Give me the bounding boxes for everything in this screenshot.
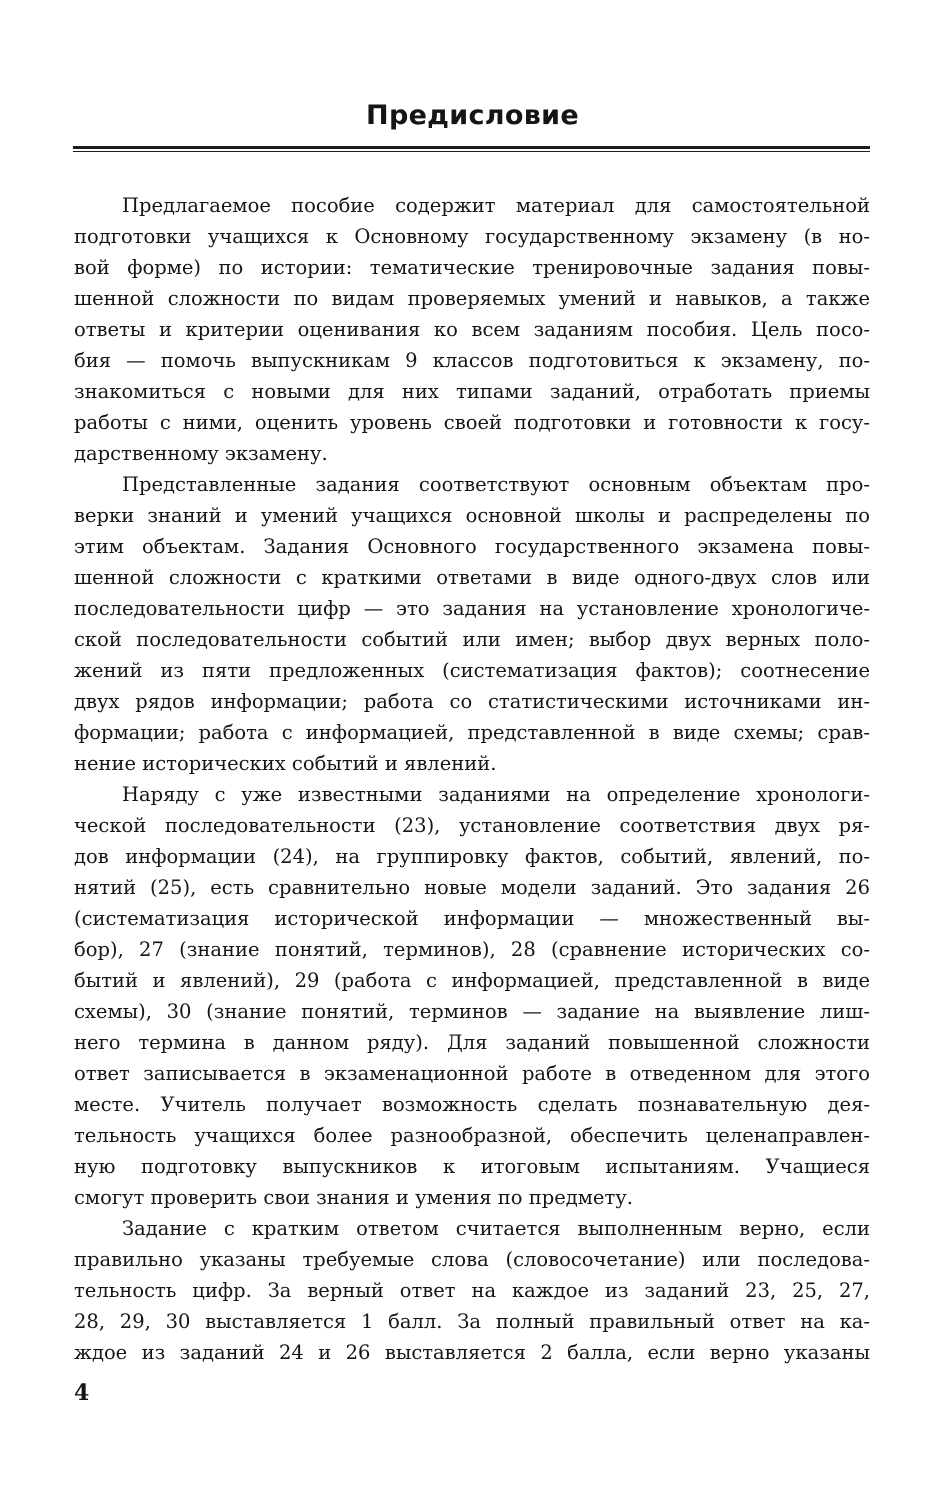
- text-line: вой форме) по истории: тематические тренировочные задания повы-: [74, 256, 870, 279]
- paragraph: [74, 469, 870, 779]
- text-line: (систематизация исторической информации — множественный вы-: [74, 907, 870, 930]
- text-line: ской последовательности событий или имен; выбор двух верных поло-: [74, 628, 870, 651]
- text-line: тельность учащихся более разнообразной, обеспечить целенаправлен-: [74, 1124, 870, 1147]
- paragraph: [74, 1213, 870, 1368]
- text-line: смогут проверить свои знания и умения по предмету.: [74, 1186, 633, 1209]
- text-line: Предлагаемое пособие содержит материал для самостоятельной: [122, 194, 870, 217]
- text-line: ную подготовку выпускников к итоговым испытаниям. Учащиеся: [74, 1155, 870, 1178]
- text-line: 28, 29, 30 выставляется 1 балл. За полный правильный ответ на ка-: [74, 1310, 870, 1333]
- body-text: [74, 190, 870, 1368]
- text-line: дарственному экзамену.: [74, 442, 328, 465]
- page-title: Предисловие: [366, 100, 579, 131]
- text-line: нятий (25), есть сравнительно новые модели заданий. Это задания 26: [74, 876, 870, 899]
- text-line: правильно указаны требуемые слова (словосочетание) или последова-: [74, 1248, 870, 1271]
- text-line: ждое из заданий 24 и 26 выставляется 2 балла, если верно указаны: [74, 1341, 870, 1364]
- text-line: тельность цифр. За верный ответ на каждое из заданий 23, 25, 27,: [74, 1279, 870, 1302]
- text-line: шенной сложности с краткими ответами в виде одного-двух слов или: [74, 566, 870, 589]
- text-line: схемы), 30 (знание понятий, терминов — задание на выявление лиш-: [74, 1000, 870, 1023]
- text-line: ответы и критерии оценивания ко всем заданиям пособия. Цель посо-: [74, 318, 870, 341]
- text-line: нение исторических событий и явлений.: [74, 752, 497, 775]
- text-line: последовательности цифр — это задания на установление хронологиче-: [74, 597, 870, 620]
- text-line: бытий и явлений), 29 (работа с информацией, представленной в виде: [74, 969, 870, 992]
- text-line: Представленные задания соответствуют основным объектам про-: [122, 473, 870, 496]
- text-line: месте. Учитель получает возможность сделать познавательную дея-: [74, 1093, 870, 1116]
- title-divider: [73, 146, 870, 152]
- text-line: ческой последовательности (23), установление соответствия двух ря-: [74, 814, 870, 837]
- page-number: 4: [74, 1380, 90, 1406]
- text-line: двух рядов информации; работа со статистическими источниками ин-: [74, 690, 870, 713]
- text-line: шенной сложности по видам проверяемых умений и навыков, а также: [74, 287, 870, 310]
- text-line: верки знаний и умений учащихся основной школы и распределены по: [74, 504, 870, 527]
- text-line: подготовки учащихся к Основному государственному экзамену (в но-: [74, 225, 870, 248]
- text-line: него термина в данном ряду). Для заданий повышенной сложности: [74, 1031, 870, 1054]
- text-line: формации; работа с информацией, представленной в виде схемы; срав-: [74, 721, 870, 744]
- text-line: Наряду с уже известными заданиями на определение хронологи-: [122, 783, 870, 806]
- paragraph: [74, 779, 870, 1213]
- text-line: дов информации (24), на группировку фактов, событий, явлений, по-: [74, 845, 870, 868]
- text-line: жений из пяти предложенных (систематизация фактов); соотнесение: [74, 659, 870, 682]
- text-line: Задание с кратким ответом считается выполненным верно, если: [122, 1217, 870, 1240]
- text-line: знакомиться с новыми для них типами заданий, отработать приемы: [74, 380, 870, 403]
- text-line: бия — помочь выпускникам 9 классов подготовиться к экзамену, по-: [74, 349, 870, 372]
- text-line: этим объектам. Задания Основного государственного экзамена повы-: [74, 535, 870, 558]
- text-line: работы с ними, оценить уровень своей подготовки и готовности к госу-: [74, 411, 870, 434]
- paragraph: [74, 190, 870, 469]
- text-line: ответ записывается в экзаменационной работе в отведенном для этого: [74, 1062, 870, 1085]
- text-line: бор), 27 (знание понятий, терминов), 28 (сравнение исторических со-: [74, 938, 870, 961]
